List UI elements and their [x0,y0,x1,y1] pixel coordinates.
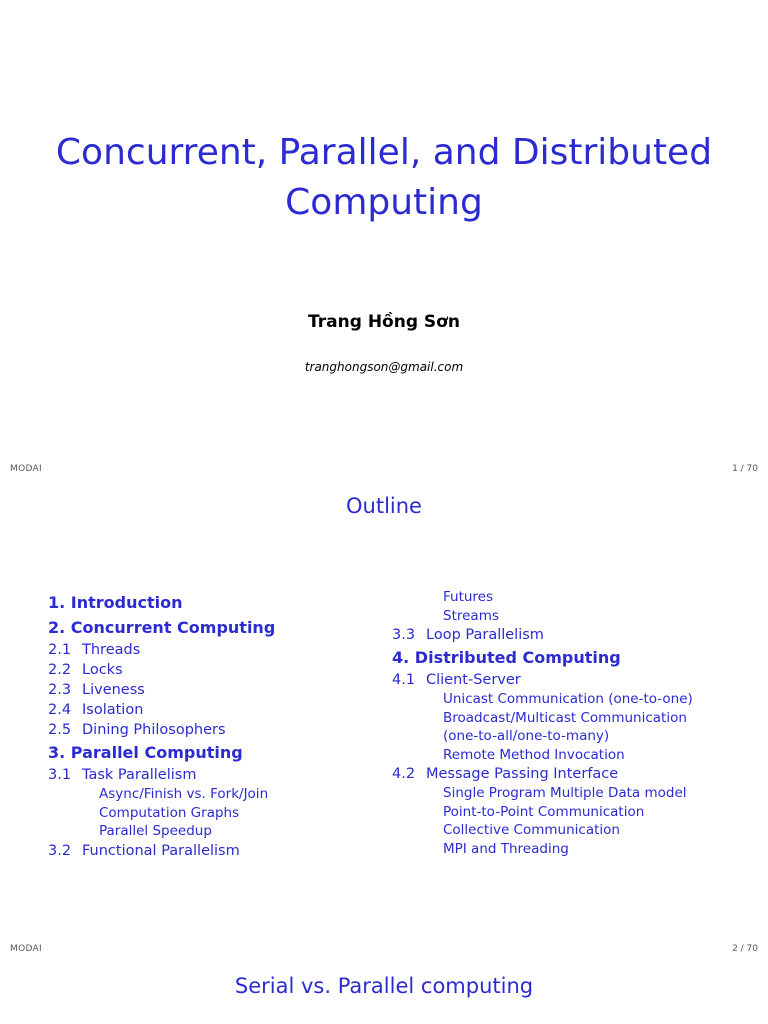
toc-subsection-label: Task Parallelism [82,767,197,783]
toc-subsubsection-link[interactable]: Streams [443,607,499,624]
toc-right-column [392,588,732,858]
toc-subsubsection-link[interactable]: Remote Method Invocation [443,746,625,763]
footer-label: MODAI [10,464,42,474]
toc-subsubsection-link[interactable]: Computation Graphs [99,804,240,821]
toc-subsection-number: 3.1 [48,767,72,783]
toc-subsubsection-link[interactable]: Broadcast/Multicast Communication [443,709,687,726]
toc-subsection-number: 2.3 [48,682,72,698]
toc-subsection-label: Dining Philosophers [82,722,226,738]
toc-subsection-number: 2.2 [48,662,72,678]
toc-section-label: Distributed Computing [414,648,621,667]
serial-vs-parallel-slide [0,964,768,1024]
toc-section-label: Concurrent Computing [70,618,276,637]
title-slide [0,0,768,482]
presentation-title [0,128,768,228]
toc-subsection-number: 2.1 [48,642,72,658]
toc-subsection-link[interactable] [48,700,388,720]
toc-subsection-link[interactable] [48,680,388,700]
toc-section-link[interactable] [48,615,388,640]
toc-subsubsection-link[interactable]: (one-to-all/one-to-many) [443,728,610,744]
toc-subsection-link[interactable] [48,720,388,740]
toc-subsection-number: 3.3 [392,627,416,643]
toc-section-number: 1. [48,593,66,612]
toc-section-link[interactable] [48,740,388,765]
toc-subsection-link[interactable] [48,640,388,660]
toc-subsection-label: Isolation [82,702,144,718]
author-name: Trang Hồng Sơn [308,312,460,332]
toc-subsection-link[interactable] [392,670,732,690]
toc-subsection-number: 3.2 [48,842,72,859]
title-line-1: Concurrent, Parallel, and Distributed [55,132,713,173]
toc-section-label: Parallel Computing [70,743,243,762]
toc-subsection-link[interactable] [392,625,732,645]
toc-subsubsection-link[interactable]: Futures [443,589,494,605]
toc-subsection-number: 2.5 [48,722,72,738]
toc-subsection-link[interactable] [48,765,388,785]
toc-subsection-label: Message Passing Interface [426,766,619,782]
toc-left-column [48,590,388,861]
toc-subsection-number: 2.4 [48,702,72,718]
toc-subsection-label: Client-Server [426,672,521,688]
footer-label: MODAI [10,944,42,954]
slide-title: Serial vs. Parallel computing [234,974,534,998]
toc-subsection-link[interactable] [48,660,388,680]
title-line-2: Computing [285,182,483,223]
toc-subsection-number: 4.1 [392,672,416,688]
outline-slide [0,482,768,964]
toc-section-link[interactable] [392,645,732,670]
toc-section-number: 4. [392,648,410,667]
toc-subsection-label: Locks [82,662,123,678]
toc-subsection-link[interactable] [48,841,388,861]
toc-subsection-link[interactable] [392,764,732,784]
page-number: 1 / 70 [732,464,758,474]
toc-subsection-number: 4.2 [392,766,416,782]
toc-section-number: 2. [48,618,66,637]
toc-section-label: Introduction [70,593,183,612]
toc-subsubsection-link[interactable]: Point-to-Point Communication [443,803,645,820]
toc-subsubsection-link[interactable]: Unicast Communication (one-to-one) [443,691,693,707]
toc-subsubsection-link[interactable]: Single Program Multiple Data model [443,785,687,801]
toc-subsection-label: Loop Parallelism [426,627,544,643]
toc-subsection-label: Liveness [82,682,145,698]
toc-subsection-label: Functional Parallelism [82,842,240,859]
toc-subsection-label: Threads [82,642,141,658]
toc-subsubsection-link[interactable]: Parallel Speedup [99,823,212,839]
toc-section-number: 3. [48,743,66,762]
toc-subsubsection-link[interactable]: Async/Finish vs. Fork/Join [99,786,269,802]
toc-section-link[interactable] [48,590,388,615]
toc-subsubsection-link[interactable]: MPI and Threading [443,840,569,857]
page-number: 2 / 70 [732,944,758,954]
toc-subsubsection-link[interactable]: Collective Communication [443,822,620,838]
author-email: tranghongson@gmail.com [304,360,464,374]
outline-title: Outline [346,494,422,518]
